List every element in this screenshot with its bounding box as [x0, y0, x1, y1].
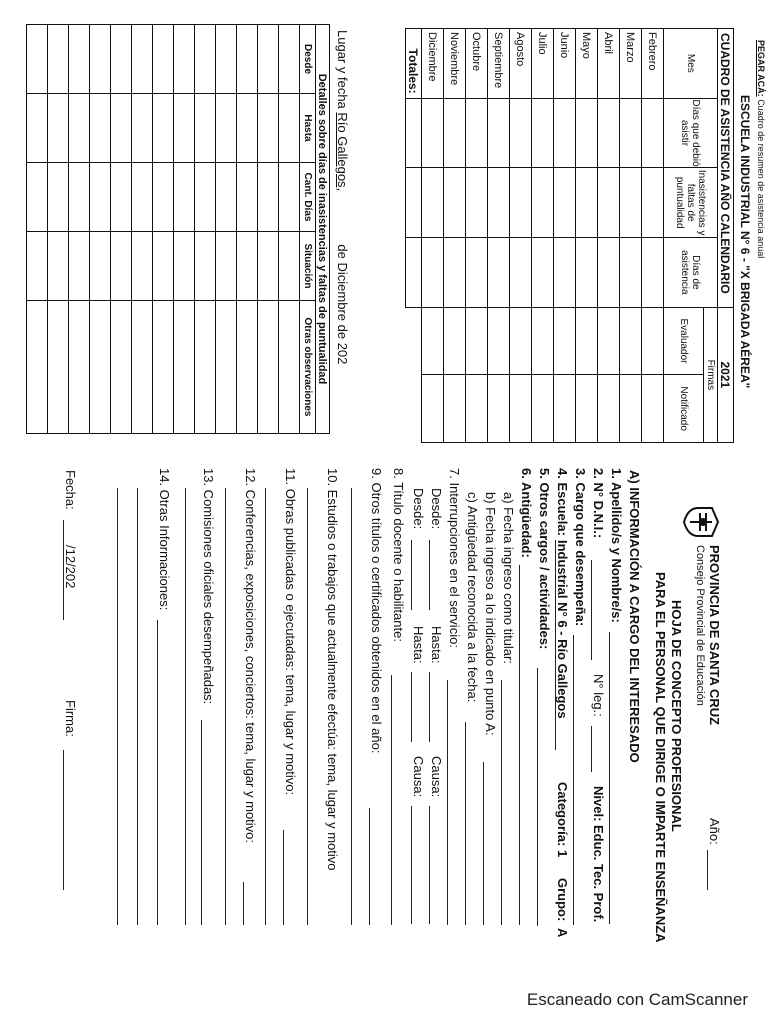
detalles-cell[interactable]	[237, 25, 258, 94]
month-cell[interactable]	[510, 98, 532, 168]
section-a: A) INFORMACIÓN A CARGO DEL INTERESADO	[627, 470, 642, 763]
month-label: Diciembre	[422, 29, 444, 99]
field-obras: 11. Obras publicadas o ejecutadas: tema, lugar y motivo:	[283, 468, 298, 796]
detalles-row	[258, 25, 279, 434]
det-col-otras: Otras observaciones	[300, 301, 316, 434]
detalles-cell[interactable]	[27, 25, 48, 94]
month-cell[interactable]	[444, 307, 466, 375]
month-row	[422, 29, 444, 443]
month-label: Marzo	[620, 29, 642, 99]
detalles-cell[interactable]	[258, 94, 279, 163]
field-conferencias: 12. Conferencias, exposiciones, conciertos: tema, lugar y motivo:	[243, 468, 258, 844]
attendance-year: 2021	[718, 307, 734, 442]
month-cell[interactable]	[620, 307, 642, 375]
field-escuela-value: Industrial N° 6 - Río Gallegos	[555, 540, 570, 719]
detalles-cell[interactable]	[216, 25, 237, 94]
field-otras-info-line-3[interactable]	[117, 488, 118, 925]
col-evaluador: Evaluador	[664, 307, 704, 375]
detalles-row	[195, 25, 216, 434]
det-col-situacion: Situación	[300, 232, 316, 301]
month-cell[interactable]	[554, 168, 576, 238]
f7-desde-2: Desde:	[411, 488, 426, 530]
field-estudios-line[interactable]	[307, 488, 308, 925]
month-cell[interactable]	[598, 375, 620, 443]
detalles-cell[interactable]	[27, 301, 48, 434]
col-firmas: Firmas	[704, 307, 718, 442]
field-nivel: Nivel: Educ. Tec. Prof.	[591, 786, 606, 923]
month-cell[interactable]	[422, 98, 444, 168]
field-antiguedad-a: a) Fecha ingreso como titular:	[501, 492, 516, 664]
month-cell[interactable]	[554, 375, 576, 443]
detalles-cell[interactable]	[132, 232, 153, 301]
field-apellido: 1. Apellido/s y Nombre/s:	[609, 468, 624, 623]
field-comisiones-line-1[interactable]	[201, 720, 202, 925]
col-notificado: Notificado	[664, 375, 704, 443]
detalles-cell[interactable]	[174, 94, 195, 163]
month-label: Mayo	[576, 29, 598, 99]
month-cell[interactable]	[510, 307, 532, 375]
totales-cell[interactable]	[406, 168, 422, 238]
detalles-cell[interactable]	[132, 94, 153, 163]
month-cell[interactable]	[642, 375, 664, 443]
f7-hasta-1-line[interactable]	[429, 672, 430, 742]
field-leg: N° leg.:	[591, 674, 606, 717]
detalles-cell[interactable]	[48, 232, 69, 301]
detalles-cell[interactable]	[279, 232, 300, 301]
month-cell[interactable]	[510, 238, 532, 308]
month-cell[interactable]	[642, 168, 664, 238]
detalles-cell[interactable]	[174, 232, 195, 301]
detalles-cell[interactable]	[153, 25, 174, 94]
month-cell[interactable]	[532, 307, 554, 375]
month-label: Septiembre	[488, 29, 510, 99]
detalles-cell[interactable]	[111, 163, 132, 232]
detalles-rows	[27, 25, 300, 434]
detalles-cell[interactable]	[90, 94, 111, 163]
detalles-row	[237, 25, 258, 434]
detalles-row	[90, 25, 111, 434]
totales-cell[interactable]	[406, 98, 422, 168]
detalles-cell[interactable]	[90, 301, 111, 434]
field-comisiones: 13. Comisiones oficiales desempeñadas:	[201, 468, 216, 705]
detalles-cell[interactable]	[90, 163, 111, 232]
month-cell[interactable]	[576, 375, 598, 443]
month-row	[598, 29, 620, 443]
detalles-row	[69, 25, 90, 434]
form-title-1: HOJA DE CONCEPTO PROFESIONAL	[669, 600, 684, 832]
month-row	[466, 29, 488, 443]
month-cell[interactable]	[576, 98, 598, 168]
field-otras-info-line-1[interactable]	[157, 620, 158, 925]
det-col-hasta: Hasta	[300, 94, 316, 163]
month-cell[interactable]	[598, 168, 620, 238]
month-cell[interactable]	[488, 375, 510, 443]
field-otros-cargos: 5. Otros cargos / actividades:	[537, 468, 552, 650]
detalles-cell[interactable]	[279, 25, 300, 94]
month-cell[interactable]	[532, 238, 554, 308]
field-titulo-line[interactable]	[391, 675, 392, 925]
detalles-cell[interactable]	[27, 94, 48, 163]
detalles-row	[216, 25, 237, 434]
field-interrupciones: 7. Interrupciones en el servicio:	[447, 468, 462, 648]
field-otros-titulos-line-1[interactable]	[369, 808, 370, 925]
month-cell[interactable]	[444, 98, 466, 168]
month-row	[532, 29, 554, 443]
detalles-cell[interactable]	[195, 163, 216, 232]
ano-label: Año:	[707, 818, 722, 845]
detalles-cell[interactable]	[132, 301, 153, 434]
month-cell[interactable]	[488, 307, 510, 375]
detalles-row	[153, 25, 174, 434]
month-cell[interactable]	[510, 168, 532, 238]
field-grupo: Grupo:	[555, 878, 570, 922]
detalles-cell[interactable]	[258, 232, 279, 301]
detalles-cell[interactable]	[27, 232, 48, 301]
council-name: Consejo Provincial de Educación	[694, 545, 706, 706]
camscanner-watermark: Escaneado con CamScanner	[526, 990, 748, 1009]
field-antiguedad-c: c) Antigüedad reconocida a la fecha:	[465, 492, 480, 703]
month-label: Abril	[598, 29, 620, 99]
month-cell[interactable]	[422, 307, 444, 375]
detalles-row	[132, 25, 153, 434]
f7-desde-1: Desde:	[429, 488, 444, 530]
paste-note-bold: PEGAR ACÁ:	[756, 40, 766, 97]
fecha-value: /12/202	[63, 545, 78, 589]
month-cell[interactable]	[444, 375, 466, 443]
month-cell[interactable]	[532, 168, 554, 238]
lugar-value: Río Gallegos,	[335, 112, 350, 192]
month-cell[interactable]	[598, 238, 620, 308]
detalles-cell[interactable]	[237, 232, 258, 301]
field-obras-line-1[interactable]	[283, 830, 284, 925]
detalles-cell[interactable]	[27, 163, 48, 232]
field-titulo: 8. Título docente o habilitante:	[391, 468, 406, 642]
month-cell[interactable]	[444, 168, 466, 238]
month-cell[interactable]	[466, 307, 488, 375]
field-leg-line[interactable]	[591, 726, 592, 772]
detalles-cell[interactable]	[174, 25, 195, 94]
detalles-row	[174, 25, 195, 434]
field-obras-line-2[interactable]	[265, 488, 266, 925]
detalles-cell[interactable]	[237, 163, 258, 232]
field-antiguedad-a-line[interactable]	[501, 680, 502, 925]
month-cell[interactable]	[620, 238, 642, 308]
detalles-cell[interactable]	[153, 163, 174, 232]
f7-causa-1: Causa:	[429, 756, 444, 798]
detalles-cell[interactable]	[237, 301, 258, 434]
form-title-2: PARA EL PERSONAL QUE DIRIGE O IMPARTE ENSEÑANZA	[653, 572, 668, 943]
detalles-cell[interactable]	[90, 232, 111, 301]
month-cell[interactable]	[642, 98, 664, 168]
field-cargo: 3. Cargo que desempeña:	[573, 468, 588, 627]
field-grupo-value: A	[555, 928, 570, 938]
month-cell[interactable]	[598, 307, 620, 375]
lugar-label: Lugar y fecha	[335, 30, 350, 109]
ano-line[interactable]	[707, 850, 708, 890]
month-row	[510, 29, 532, 443]
field-dni-line[interactable]	[591, 560, 592, 660]
field-dni: 2. N° D.N.I.:	[591, 468, 606, 539]
field-otras-info-line-2[interactable]	[137, 488, 138, 925]
f7-causa-2-line[interactable]	[411, 806, 412, 924]
field-antiguedad: 6. Antigüedad:	[519, 468, 534, 558]
detalles-cell[interactable]	[258, 163, 279, 232]
month-cell[interactable]	[422, 168, 444, 238]
detalles-cell[interactable]	[258, 25, 279, 94]
detalles-cell[interactable]	[111, 301, 132, 434]
field-interrupciones-line[interactable]	[447, 680, 448, 925]
f7-causa-1-line[interactable]	[429, 806, 430, 924]
detalles-cell[interactable]	[111, 232, 132, 301]
month-cell[interactable]	[488, 168, 510, 238]
col-inasistencias: Inasistencias y faltas de puntualidad	[664, 168, 718, 238]
month-cell[interactable]	[620, 98, 642, 168]
detalles-cell[interactable]	[48, 25, 69, 94]
month-row	[642, 29, 664, 443]
month-cell[interactable]	[598, 98, 620, 168]
detalles-cell[interactable]	[174, 301, 195, 434]
detalles-cell[interactable]	[111, 94, 132, 163]
month-rows	[422, 29, 664, 443]
de-diciembre: de Diciembre de 202	[335, 244, 350, 365]
month-cell[interactable]	[488, 98, 510, 168]
detalles-cell[interactable]	[48, 94, 69, 163]
totales-cell[interactable]	[406, 238, 422, 308]
detalles-cell[interactable]	[90, 25, 111, 94]
detalles-cell[interactable]	[237, 94, 258, 163]
field-cargo-line[interactable]	[573, 635, 574, 925]
field-comisiones-line-2[interactable]	[185, 488, 186, 925]
detalles-row	[279, 25, 300, 434]
fecha-line[interactable]	[63, 520, 64, 620]
det-col-cant: Cant. Días	[300, 163, 316, 232]
firma-label: Firma:	[63, 700, 78, 737]
month-cell[interactable]	[620, 375, 642, 443]
field-estudios: 10. Estudios o trabajos que actualmente efectúa: tema, lugar y motivo	[325, 468, 340, 871]
month-row	[620, 29, 642, 443]
detalles-cell[interactable]	[111, 25, 132, 94]
month-cell[interactable]	[510, 375, 532, 443]
detalles-cell[interactable]	[48, 301, 69, 434]
field-otros-titulos: 9. Otros títulos o certificados obtenidos en el año:	[369, 468, 384, 754]
month-label: Junio	[554, 29, 576, 99]
attendance-table	[405, 28, 734, 443]
detalles-cell[interactable]	[279, 301, 300, 434]
field-escuela-line	[555, 540, 556, 750]
detalles-cell[interactable]	[195, 94, 216, 163]
paste-note-text: Cuadro de resumen de asistencia anual	[756, 99, 766, 259]
detalles-cell[interactable]	[195, 25, 216, 94]
detalles-cell[interactable]	[216, 163, 237, 232]
month-cell[interactable]	[642, 238, 664, 308]
detalles-title: Detalles sobre días de inasistencias y faltas de puntualidad	[316, 25, 330, 434]
detalles-cell[interactable]	[153, 232, 174, 301]
month-cell[interactable]	[488, 238, 510, 308]
f7-hasta-2-line[interactable]	[411, 672, 412, 742]
detalles-row	[48, 25, 69, 434]
detalles-cell[interactable]	[279, 94, 300, 163]
detalles-cell[interactable]	[69, 163, 90, 232]
month-cell[interactable]	[466, 238, 488, 308]
month-cell[interactable]	[642, 307, 664, 375]
firma-line[interactable]	[63, 750, 64, 890]
col-dias: Días que debió asistir	[664, 98, 718, 168]
fecha-label: Fecha:	[63, 470, 78, 510]
month-cell[interactable]	[620, 168, 642, 238]
field-otros-titulos-line-2[interactable]	[351, 488, 352, 925]
month-cell[interactable]	[532, 375, 554, 443]
month-row	[488, 29, 510, 443]
month-cell[interactable]	[444, 238, 466, 308]
col-asistencia: Días de asistencia	[664, 238, 718, 308]
detalles-cell[interactable]	[279, 163, 300, 232]
month-cell[interactable]	[466, 375, 488, 443]
f7-hasta-1: Hasta:	[429, 626, 444, 664]
month-label: Julio	[532, 29, 554, 99]
month-cell[interactable]	[532, 98, 554, 168]
detalles-cell[interactable]	[69, 301, 90, 434]
month-cell[interactable]	[576, 307, 598, 375]
month-cell[interactable]	[554, 307, 576, 375]
field-antiguedad-c-line[interactable]	[465, 722, 466, 925]
detalles-cell[interactable]	[258, 301, 279, 434]
month-row	[554, 29, 576, 443]
detalles-cell[interactable]	[195, 232, 216, 301]
field-otros-cargos-line[interactable]	[537, 668, 538, 926]
detalles-cell[interactable]	[48, 163, 69, 232]
detalles-cell[interactable]	[69, 94, 90, 163]
month-row	[576, 29, 598, 443]
province-seal-icon	[682, 505, 720, 539]
month-cell[interactable]	[422, 238, 444, 308]
detalles-table	[26, 24, 330, 434]
f7-causa-2: Causa:	[411, 756, 426, 798]
detalles-cell[interactable]	[153, 301, 174, 434]
school-name: ESCUELA INDUSTRIAL N° 6 - "X BRIGADA AÉREA"	[738, 95, 752, 389]
month-label: Noviembre	[444, 29, 466, 99]
field-antiguedad-b: b) Fecha ingreso a lo indicado en punto A:	[483, 492, 498, 736]
lugar-fecha	[335, 30, 350, 364]
month-label: Octubre	[466, 29, 488, 99]
month-cell[interactable]	[554, 98, 576, 168]
detalles-row	[111, 25, 132, 434]
detalles-cell[interactable]	[153, 94, 174, 163]
detalles-cell[interactable]	[216, 94, 237, 163]
month-label: Agosto	[510, 29, 532, 99]
f7-hasta-2: Hasta:	[411, 626, 426, 664]
month-cell[interactable]	[554, 238, 576, 308]
province-name: PROVINCIA DE SANTA CRUZ	[707, 545, 722, 726]
field-antiguedad-b-line[interactable]	[483, 762, 484, 925]
field-apellido-line[interactable]	[609, 632, 610, 924]
month-cell[interactable]	[422, 375, 444, 443]
detalles-cell[interactable]	[216, 232, 237, 301]
field-categoria-value: 1	[555, 850, 570, 858]
f7-desde-1-line[interactable]	[429, 540, 430, 610]
field-escuela: 4. Escuela:	[555, 468, 570, 536]
month-row	[444, 29, 466, 443]
detalles-cell[interactable]	[216, 301, 237, 434]
col-mes: Mes	[664, 29, 718, 99]
field-conferencias-line-1[interactable]	[243, 882, 244, 925]
month-cell[interactable]	[466, 168, 488, 238]
month-label: Febrero	[642, 29, 664, 99]
field-otras-info: 14. Otras Informaciones:	[157, 468, 172, 611]
month-cell[interactable]	[466, 98, 488, 168]
f7-desde-2-line[interactable]	[411, 540, 412, 610]
paste-note	[756, 40, 766, 258]
detalles-cell[interactable]	[174, 163, 195, 232]
field-conferencias-line-2[interactable]	[225, 488, 226, 925]
detalles-cell[interactable]	[132, 25, 153, 94]
detalles-cell[interactable]	[69, 232, 90, 301]
detalles-cell[interactable]	[132, 163, 153, 232]
attendance-table-title: CUADRO DE ASISTENCIA AÑO CALENDARIO	[718, 29, 734, 308]
field-antiguedad-line[interactable]	[519, 565, 520, 925]
detalles-row	[27, 25, 48, 434]
field-categoria: Categoría:	[555, 782, 570, 847]
detalles-cell[interactable]	[195, 301, 216, 434]
totales-label: Totales:	[406, 29, 422, 99]
month-cell[interactable]	[576, 238, 598, 308]
det-col-desde: Desde	[300, 25, 316, 94]
detalles-cell[interactable]	[69, 25, 90, 94]
month-cell[interactable]	[576, 168, 598, 238]
